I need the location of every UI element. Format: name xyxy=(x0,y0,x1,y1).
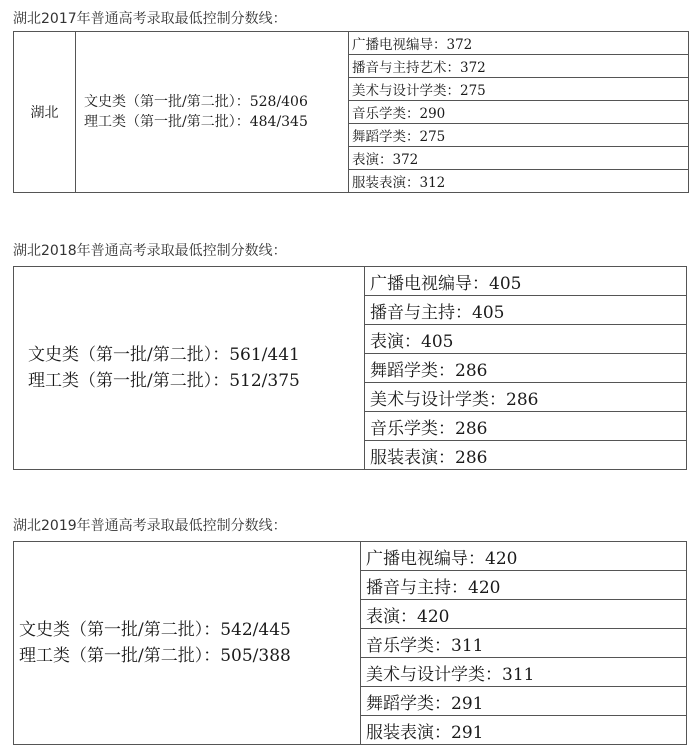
science-score: 理工类（第一批/第二批）：505/388 xyxy=(19,646,291,666)
art-score-cell: 舞蹈学类：286 xyxy=(365,354,687,383)
science-score: 理工类（第一批/第二批）：484/345 xyxy=(84,114,308,130)
score-table-2017 xyxy=(13,31,689,193)
main-scores-cell xyxy=(76,32,349,193)
art-score-cell: 广播电视编导：420 xyxy=(361,542,687,571)
art-score-cell: 音乐学类：286 xyxy=(365,412,687,441)
region-cell: 湖北 xyxy=(14,32,76,193)
table-row xyxy=(14,542,687,571)
score-table-2019 xyxy=(13,541,687,745)
caption-2017: 湖北2017年普通高考录取最低控制分数线： xyxy=(13,11,287,27)
caption-2019: 湖北2019年普通高考录取最低控制分数线： xyxy=(13,518,287,534)
art-score-cell: 舞蹈学类：291 xyxy=(361,687,687,716)
art-score-cell: 舞蹈学类：275 xyxy=(349,124,689,147)
art-score-cell: 表演：420 xyxy=(361,600,687,629)
score-table-2018 xyxy=(13,266,687,470)
main-scores-cell xyxy=(14,542,361,745)
table-row xyxy=(14,267,687,296)
table-row xyxy=(14,32,689,55)
art-score-cell: 音乐学类：311 xyxy=(361,629,687,658)
art-score-cell: 播音与主持：405 xyxy=(365,296,687,325)
art-score-cell: 服装表演：312 xyxy=(349,170,689,193)
liberal-arts-score: 文史类（第一批/第二批）：528/406 xyxy=(84,94,308,110)
art-score-cell: 美术与设计学类：275 xyxy=(349,78,689,101)
caption-2018: 湖北2018年普通高考录取最低控制分数线： xyxy=(13,243,287,259)
liberal-arts-score: 文史类（第一批/第二批）：561/441 xyxy=(28,345,300,365)
art-score-cell: 服装表演：291 xyxy=(361,716,687,745)
art-score-cell: 广播电视编导：372 xyxy=(349,32,689,55)
art-score-cell: 服装表演：286 xyxy=(365,441,687,470)
art-score-cell: 表演：405 xyxy=(365,325,687,354)
art-score-cell: 广播电视编导：405 xyxy=(365,267,687,296)
main-scores-cell xyxy=(14,267,365,470)
art-score-cell: 播音与主持艺术：372 xyxy=(349,55,689,78)
liberal-arts-score: 文史类（第一批/第二批）：542/445 xyxy=(19,620,291,640)
art-score-cell: 表演：372 xyxy=(349,147,689,170)
art-score-cell: 美术与设计学类：311 xyxy=(361,658,687,687)
art-score-cell: 美术与设计学类：286 xyxy=(365,383,687,412)
art-score-cell: 音乐学类：290 xyxy=(349,101,689,124)
art-score-cell: 播音与主持：420 xyxy=(361,571,687,600)
science-score: 理工类（第一批/第二批）：512/375 xyxy=(28,371,300,391)
